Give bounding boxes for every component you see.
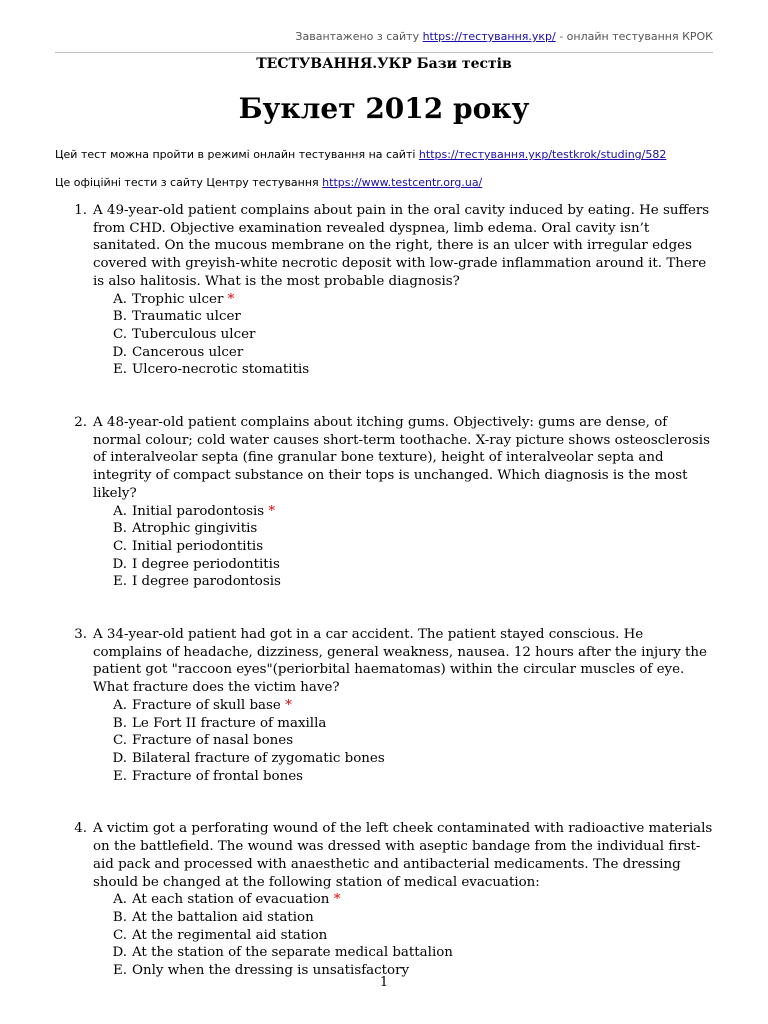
answer-option [93, 538, 715, 556]
official-source-line [55, 176, 482, 189]
option-letter: D. [112, 945, 127, 961]
official-source-link[interactable]: https://www.testcentr.org.ua/ [322, 176, 483, 189]
option-text: Tuberculous ulcer [132, 326, 256, 342]
question-number: 4. [74, 821, 87, 837]
header-prefix: Завантажено з сайту [295, 30, 420, 43]
question-3 [55, 626, 715, 785]
answer-options [93, 891, 715, 980]
answer-option [93, 520, 715, 538]
option-letter: A. [113, 291, 127, 307]
online-test-link[interactable]: https://тестування.укр/testkrok/studing/582 [418, 148, 667, 161]
option-letter: D. [112, 344, 127, 360]
option-text: I degree parodontosis [132, 574, 281, 590]
site-title: ТЕСТУВАННЯ.УКР Бази тестів [256, 56, 512, 72]
option-text: Only when the dressing is unsatisfactory [132, 963, 410, 979]
question-text: A 34-year-old patient had got in a car accident. The patient stayed conscious. He complains of headache, dizziness, general weakness, nausea. 12 hours after the injury the patient got "raccoon eyes"(periorbital haematomas) within the circular muscles of eye. What fracture does the victim have? [93, 627, 707, 696]
option-text: Fracture of frontal bones [132, 768, 304, 784]
answer-option [93, 732, 715, 750]
option-text: At the battalion aid station [132, 909, 314, 925]
option-text: I degree periodontitis [132, 556, 280, 572]
option-text: Bilateral fracture of zygomatic bones [132, 750, 385, 766]
option-letter: A. [113, 892, 127, 908]
answer-options [93, 503, 715, 592]
answer-option [93, 927, 715, 945]
question-text: A 49-year-old patient complains about pain in the oral cavity induced by eating. He suffers from CHD. Objective examination revealed dyspnea, limb edema. Oral cavity isn’t sanitated. On the mucous membrane on the right, there is an ulcer with irregular edges covered with greyish-white necrotic deposit with low-grade inflammation around it. There is also halitosis. What is the most probable diagnosis? [93, 203, 710, 289]
header-suffix: - онлайн тестування КРОК [559, 30, 713, 43]
answer-option [93, 715, 715, 733]
option-letter: D. [112, 750, 127, 766]
page-header [55, 18, 713, 53]
question-list [55, 202, 715, 1015]
correct-answer-mark: * [333, 892, 341, 908]
option-letter: A. [113, 697, 127, 713]
option-letter: B. [112, 909, 127, 925]
answer-option [93, 556, 715, 574]
answer-options [93, 697, 715, 786]
correct-answer-mark: * [268, 503, 276, 519]
answer-option [93, 768, 715, 786]
page-title: Буклет 2012 року [238, 92, 530, 125]
official-source-text: Це офіційні тести з сайту Центру тестування [55, 176, 319, 189]
option-text: Fracture of nasal bones [132, 733, 294, 749]
option-letter: B. [112, 521, 127, 537]
answer-option [93, 326, 715, 344]
option-text: At the regimental aid station [132, 927, 328, 943]
online-test-line [55, 148, 666, 161]
header-source-line [295, 30, 713, 43]
correct-answer-mark: * [285, 697, 292, 713]
answer-option [93, 697, 715, 715]
option-letter: C. [112, 538, 127, 554]
answer-option [93, 909, 715, 927]
question-2 [55, 414, 715, 591]
option-letter: C. [112, 326, 127, 342]
option-text: Cancerous ulcer [132, 344, 244, 360]
option-text: Traumatic ulcer [132, 309, 241, 325]
answer-option [93, 891, 715, 909]
option-text: Initial parodontosis [132, 503, 265, 519]
page-number: 1 [379, 975, 389, 990]
option-letter: E. [112, 963, 127, 979]
answer-options [93, 291, 715, 380]
option-letter: A. [113, 503, 127, 519]
option-letter: E. [112, 768, 127, 784]
header-site-link[interactable]: https://тестування.укр/ [422, 30, 556, 43]
answer-option [93, 503, 715, 521]
question-number: 3. [74, 627, 87, 643]
option-text: Fracture of skull base [132, 697, 281, 713]
option-text: Trophic ulcer [132, 291, 224, 307]
answer-option [93, 344, 715, 362]
option-letter: B. [112, 309, 127, 325]
question-4 [55, 820, 715, 979]
answer-option [93, 361, 715, 379]
question-text: A 48-year-old patient complains about itching gums. Objectively: gums are dense, of normal colour; cold water causes short-term toothache. X-ray picture shows osteosclerosis of interalveolar septa (fine granular bone texture), height of interalveolar septa and integrity of compact substance on their tops is unchanged. Which diagnosis is the most likely? [93, 415, 710, 501]
option-letter: C. [112, 733, 127, 749]
option-text: Le Fort II fracture of maxilla [132, 715, 327, 731]
answer-option [93, 308, 715, 326]
option-letter: E. [112, 362, 127, 378]
option-text: At each station of evacuation [132, 892, 330, 908]
option-text: Initial periodontitis [132, 538, 264, 554]
answer-option [93, 573, 715, 591]
correct-answer-mark: * [227, 291, 235, 307]
question-number: 2. [74, 415, 87, 431]
answer-option [93, 944, 715, 962]
option-text: At the station of the separate medical battalion [132, 945, 453, 961]
answer-option [93, 750, 715, 768]
online-test-text: Цей тест можна пройти в режимі онлайн тестування на сайті [55, 148, 416, 161]
option-text: Ulcero-necrotic stomatitis [132, 362, 310, 378]
option-letter: C. [112, 927, 127, 943]
option-letter: B. [112, 715, 127, 731]
option-text: Atrophic gingivitis [132, 521, 258, 537]
option-letter: D. [112, 556, 127, 572]
answer-option [93, 291, 715, 309]
question-text: A victim got a perforating wound of the left cheek contaminated with radioactive materials on the battlefield. The wound was dressed with aseptic bandage from the individual first-aid pack and processed with anaesthetic and antibacterial medicaments. The dressing should be changed at the following station of medical evacuation: [93, 821, 713, 890]
question-1 [55, 202, 715, 379]
question-number: 1. [74, 203, 87, 218]
option-letter: E. [112, 574, 127, 590]
